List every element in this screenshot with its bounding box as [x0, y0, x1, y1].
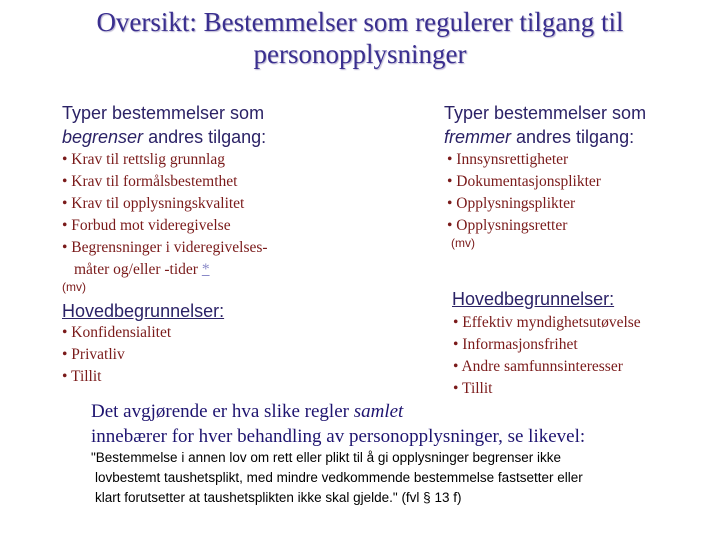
left-bullet-continuation	[62, 259, 268, 281]
left-bullet: • Forbud mot videregivelse	[62, 217, 231, 234]
left-mv: (mv)	[62, 280, 86, 294]
right-mv: (mv)	[451, 236, 475, 250]
bottom-line-1-text: Det avgjørende er hva slike regler	[91, 401, 354, 422]
right-heading-line-1: Typer bestemmelser som	[444, 103, 647, 123]
left-ground-item: • Tillit	[62, 368, 102, 385]
bottom-line-2: innebærer for hver behandling av personopplysninger, se likevel:	[91, 426, 586, 447]
right-heading-line-2	[444, 125, 646, 149]
left-ground-item: • Privatliv	[62, 346, 125, 363]
left-bullet: • Krav til formålsbestemthet	[62, 173, 238, 190]
right-ground-item: • Tillit	[453, 380, 493, 397]
left-bullet-cont-text: måter og/eller -tider	[74, 261, 202, 278]
title-line-2: personopplysninger	[253, 39, 467, 69]
left-grounds-list	[62, 322, 171, 388]
law-quote	[91, 448, 583, 508]
right-heading-rest: andres tilgang:	[511, 127, 635, 147]
right-grounds-list	[453, 312, 641, 400]
title-line-1: Oversikt: Bestemmelser som regulerer tilgang til	[96, 7, 624, 37]
left-heading-line-1: Typer bestemmelser som	[62, 103, 265, 123]
slide-title	[40, 6, 680, 70]
right-bullet: • Opplysningsplikter	[447, 195, 576, 212]
left-bullet: • Krav til opplysningskvalitet	[62, 195, 245, 212]
right-heading	[444, 101, 646, 149]
left-heading	[62, 101, 266, 149]
bottom-line-1	[91, 399, 585, 424]
left-grounds-heading: Hovedbegrunnelser:	[62, 301, 225, 321]
right-bullet: • Opplysningsretter	[447, 217, 568, 234]
bottom-statement	[91, 399, 585, 449]
left-heading-italic: begrenser	[62, 127, 144, 147]
right-bullet-list	[447, 149, 601, 237]
bottom-line-1-italic: samlet	[353, 401, 404, 422]
left-bullet: • Krav til rettslig grunnlag	[62, 151, 225, 168]
right-grounds-heading: Hovedbegrunnelser:	[452, 289, 615, 309]
footnote-link[interactable]: *	[201, 261, 210, 278]
quote-line: lovbestemt taushetsplikt, med mindre vedkommende bestemmelse fastsetter eller	[95, 470, 583, 485]
right-ground-item: • Andre samfunnsinteresser	[453, 358, 623, 375]
left-bullet-list	[62, 149, 268, 281]
quote-line: "Bestemmelse i annen lov om rett eller plikt til å gi opplysninger begrenser ikke	[91, 450, 562, 465]
right-bullet: • Dokumentasjonsplikter	[447, 173, 601, 190]
left-heading-line-2	[62, 125, 266, 149]
left-bullet: • Begrensninger i videregivelses-	[62, 239, 268, 256]
left-ground-item: • Konfidensialitet	[62, 324, 172, 341]
right-ground-item: • Effektiv myndighetsutøvelse	[453, 314, 641, 331]
right-bullet: • Innsynsrettigheter	[447, 151, 569, 168]
quote-line: klart forutsetter at taushetsplikten ikke skal gjelde." (fvl § 13 f)	[95, 490, 462, 505]
right-heading-italic: fremmer	[444, 127, 511, 147]
left-heading-rest: andres tilgang:	[143, 127, 267, 147]
right-ground-item: • Informasjonsfrihet	[453, 336, 578, 353]
